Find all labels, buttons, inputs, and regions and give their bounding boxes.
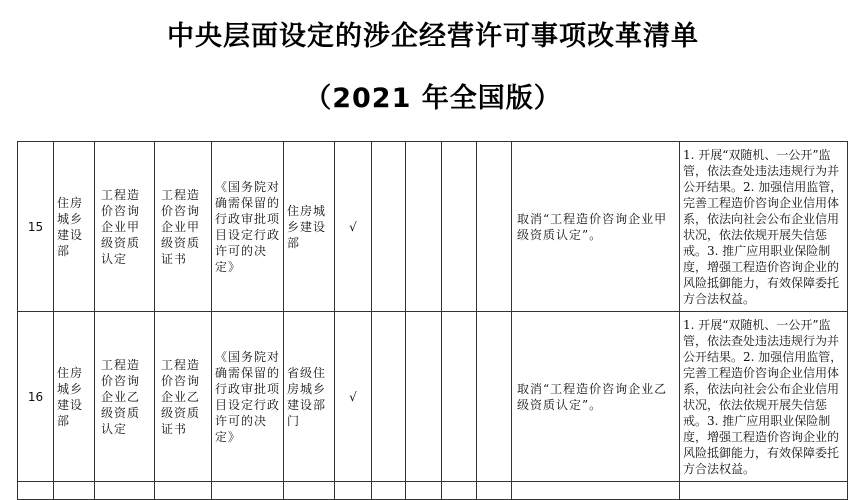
department-cell: 住房城乡建设部 (54, 142, 95, 312)
table-row (18, 142, 848, 312)
empty-cell (406, 142, 442, 312)
reform-content-cell: 取消“工程造价咨询企业甲级资质认定”。 (512, 142, 680, 312)
reform-mark-cell: √ (335, 312, 372, 482)
empty-cell (442, 142, 477, 312)
approval-authority-cell: 住房城乡建设部 (284, 142, 335, 312)
basis-cell: 《国务院对确需保留的行政审批项目设定行政许可的决定》 (212, 142, 284, 312)
empty-cell (406, 312, 442, 482)
item-cell: 工程造价咨询企业乙级资质认定 (95, 312, 155, 482)
approval-authority-cell: 省级住房城乡建设部门 (284, 312, 335, 482)
document-title: 中央层面设定的涉企经营许可事项改革清单 (167, 21, 699, 52)
table-row (18, 312, 848, 482)
supervision-measures-cell: 1. 开展“双随机、一公开”监管，依法查处违法违规行为并公开结果。2. 加强信用监管，完善工程造价咨询企业信用体系，依法向社会公布企业信用状况，依法依规开展失信惩戒。3. 推广应用职业保险制度，增强工程造价咨询企业的风险抵御能力，有效保障委托方合法权益。 (680, 142, 848, 312)
document-subtitle: （2021 年全国版） (304, 83, 562, 114)
table-row-partial (18, 482, 848, 500)
certificate-cell: 工程造价咨询企业甲级资质证书 (155, 142, 212, 312)
empty-cell (477, 142, 512, 312)
empty-cell (372, 312, 406, 482)
reform-list-table (17, 141, 848, 500)
supervision-measures-cell: 1. 开展“双随机、一公开”监管，依法查处违法违规行为并公开结果。2. 加强信用监管，完善工程造价咨询企业信用体系，依法向社会公布企业信用状况，依法依规开展失信惩戒。3. 推广应用职业保险制度，增强工程造价咨询企业的风险抵御能力，有效保障委托方合法权益。 (680, 312, 848, 482)
reform-content-cell: 取消“工程造价咨询企业乙级资质认定”。 (512, 312, 680, 482)
reform-mark-cell: √ (335, 142, 372, 312)
empty-cell (442, 312, 477, 482)
item-cell: 工程造价咨询企业甲级资质认定 (95, 142, 155, 312)
row-number: 15 (18, 142, 54, 312)
basis-cell: 《国务院对确需保留的行政审批项目设定行政许可的决定》 (212, 312, 284, 482)
department-cell: 住房城乡建设部 (54, 312, 95, 482)
row-number: 16 (18, 312, 54, 482)
certificate-cell: 工程造价咨询企业乙级资质证书 (155, 312, 212, 482)
empty-cell (372, 142, 406, 312)
empty-cell (477, 312, 512, 482)
